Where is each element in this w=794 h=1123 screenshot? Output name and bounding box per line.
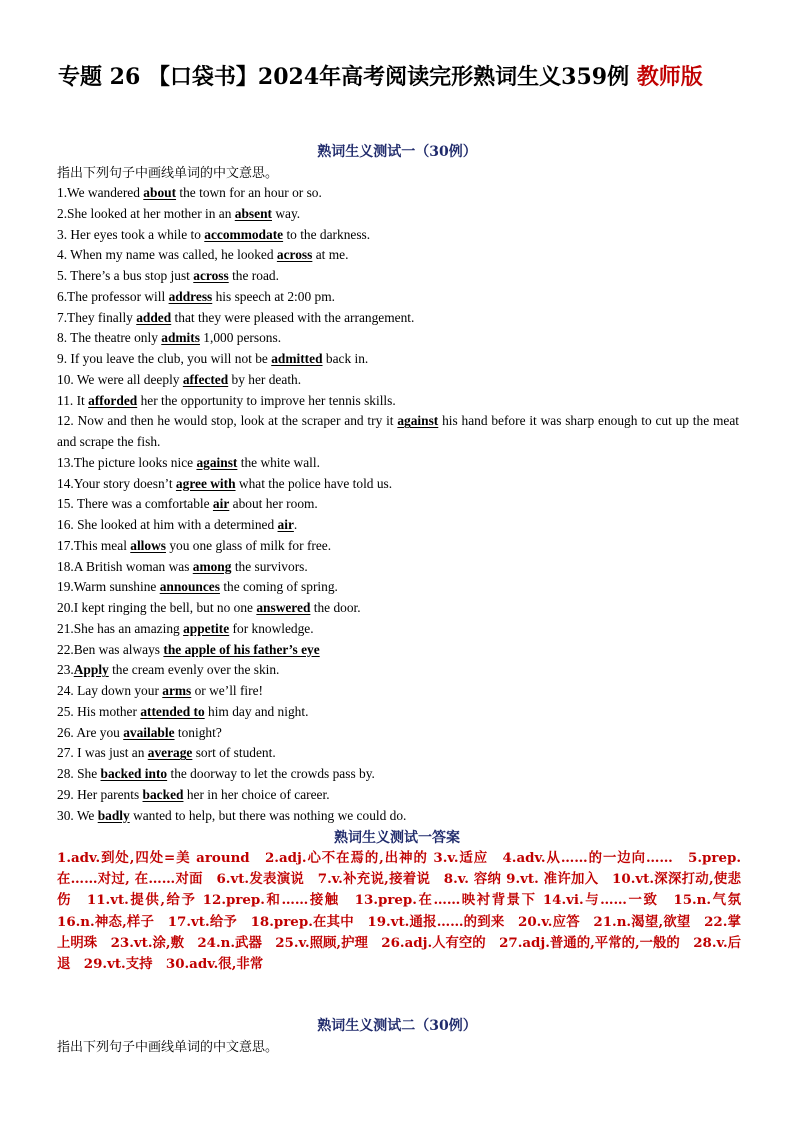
sentence-item: 4. When my name was called, he looked across at me. — [57, 247, 349, 263]
sentence-item: 26. Are you available tonight? — [57, 724, 222, 740]
sentence-item: 19.Warm sunshine announces the coming of spring. — [57, 579, 338, 595]
sentence-item: 25. His mother attended to him day and night. — [57, 703, 309, 719]
test2-instruction: 指出下列句子中画线单词的中文意思。 — [57, 1040, 279, 1055]
underlined-word: admits — [161, 330, 200, 346]
underlined-word: average — [147, 745, 193, 761]
test2-heading: 熟词生义测试二（30例） — [317, 1018, 477, 1034]
sentence-item: 20.I kept ringing the bell, but no one answered the door. — [57, 600, 361, 615]
test1-sentence-list — [57, 183, 739, 826]
sentence-item: 2.She looked at her mother in an absent way. — [57, 205, 301, 221]
test1-heading: 熟词生义测试一（30例） — [317, 144, 477, 160]
document-title — [58, 58, 748, 96]
sentence-item: 7.They finally added that they were pleased with the arrangement. — [57, 309, 415, 325]
underlined-word: attended to — [140, 703, 205, 719]
underlined-word: announces — [159, 579, 220, 595]
sentence-item: 24. Lay down your arms or we’ll fire! — [57, 683, 264, 698]
underlined-word: across — [276, 247, 313, 263]
sentence-item: 30. We badly wanted to help, but there was nothing we could do. — [57, 807, 407, 823]
underlined-word: affected — [182, 371, 229, 387]
underlined-word: against — [397, 413, 439, 429]
underlined-word: about — [143, 185, 177, 200]
underlined-word: backed — [142, 786, 184, 802]
sentence-item: 15. There was a comfortable air about her room. — [57, 496, 318, 512]
sentence-item: 11. It afforded her the opportunity to improve her tennis skills. — [57, 392, 396, 408]
sentence-item: 12. Now and then he would stop, look at the scraper and try it against his hand before it was sharp enough to cut up the meat and scrape the fish. — [57, 413, 739, 449]
sentence-item: 8. The theatre only admits 1,000 persons. — [57, 330, 282, 346]
sentence-item: 10. We were all deeply affected by her death. — [57, 371, 302, 387]
underlined-word: arms — [162, 683, 192, 698]
sentence-item: 13.The picture looks nice against the white wall. — [57, 454, 320, 470]
underlined-word: the apple of his father’s eye — [163, 641, 320, 657]
underlined-word: agree with — [175, 475, 236, 491]
underlined-word: available — [123, 724, 175, 740]
sentence-item: 6.The professor will address his speech at 2:00 pm. — [57, 288, 335, 304]
underlined-word: allows — [130, 537, 166, 553]
underlined-word: Apply — [73, 662, 109, 678]
underlined-word: address — [168, 288, 213, 304]
sentence-item: 3. Her eyes took a while to accommodate to the darkness. — [57, 226, 371, 242]
test1-instruction: 指出下列句子中画线单词的中文意思。 — [57, 166, 279, 181]
underlined-word: against — [196, 454, 238, 470]
underlined-word: admitted — [271, 351, 323, 366]
sentence-item: 9. If you leave the club, you will not be admitted back in. — [57, 351, 369, 366]
underlined-word: added — [136, 309, 172, 325]
underlined-word: absent — [234, 205, 272, 221]
underlined-word: afforded — [88, 392, 138, 408]
title-accent: 教师版 — [636, 64, 703, 90]
sentence-item: 27. I was just an average sort of student. — [57, 745, 276, 761]
test1-answers: 1.adv.到处,四处=美 around 2.adj.心不在焉的,出神的 3.v.适应 4.adv.从……的一边向…… 5.prep. 在……对过, 在……对面 6.vt.发表演说 7.v.补充说,接着说 8.v. 容纳 9.vt. 准许加入 10.vt.深深打动,使悲伤 11.vt.提供,给予 12.prep.和……接触 13.prep.在……映衬背景下 14.vi.与……一致 15.n.气氛 16.n.神态,样子 17.vt.给予 18.prep.在其中 19.vt.通报……的到来 20.v.应答 21.n.渴望,欲望 22.掌上明珠 23.vt.涂,敷 24.n.武器 25.v.照顾,护理 26.adj.人有空的 27.adj.普通的,平常的,一般的 28.v.后退 29.vt.支持 30.adv.很,非常 — [57, 850, 755, 973]
test1-answer-heading: 熟词生义测试一答案 — [334, 830, 460, 846]
underlined-word: appetite — [183, 620, 230, 636]
sentence-item: 28. She backed into the doorway to let the crowds pass by. — [57, 766, 375, 781]
sentence-item: 14.Your story doesn’t agree with what the police have told us. — [57, 475, 393, 491]
sentence-item: 1.We wandered about the town for an hour or so. — [57, 185, 322, 200]
sentence-item: 16. She looked at him with a determined air. — [57, 517, 298, 532]
sentence-item: 21.She has an amazing appetite for knowledge. — [57, 620, 314, 636]
underlined-word: air — [277, 517, 294, 532]
underlined-word: air — [212, 496, 230, 512]
underlined-word: accommodate — [204, 226, 284, 242]
sentence-item: 18.A British woman was among the survivors. — [57, 558, 308, 574]
sentence-item: 17.This meal allows you one glass of milk for free. — [57, 537, 332, 553]
underlined-word: answered — [256, 600, 311, 615]
title-main: 专题 26 【口袋书】2024年高考阅读完形熟词生义359例 — [58, 64, 630, 90]
underlined-word: among — [192, 558, 232, 574]
sentence-item: 23.Apply the cream evenly over the skin. — [57, 662, 280, 678]
underlined-word: badly — [97, 807, 130, 823]
sentence-item: 22.Ben was always the apple of his father’s eye — [57, 641, 320, 657]
sentence-item: 29. Her parents backed her in her choice of career. — [57, 786, 330, 802]
underlined-word: across — [193, 268, 229, 283]
sentence-item: 5. There’s a bus stop just across the road. — [57, 268, 279, 283]
underlined-word: backed into — [100, 766, 168, 781]
